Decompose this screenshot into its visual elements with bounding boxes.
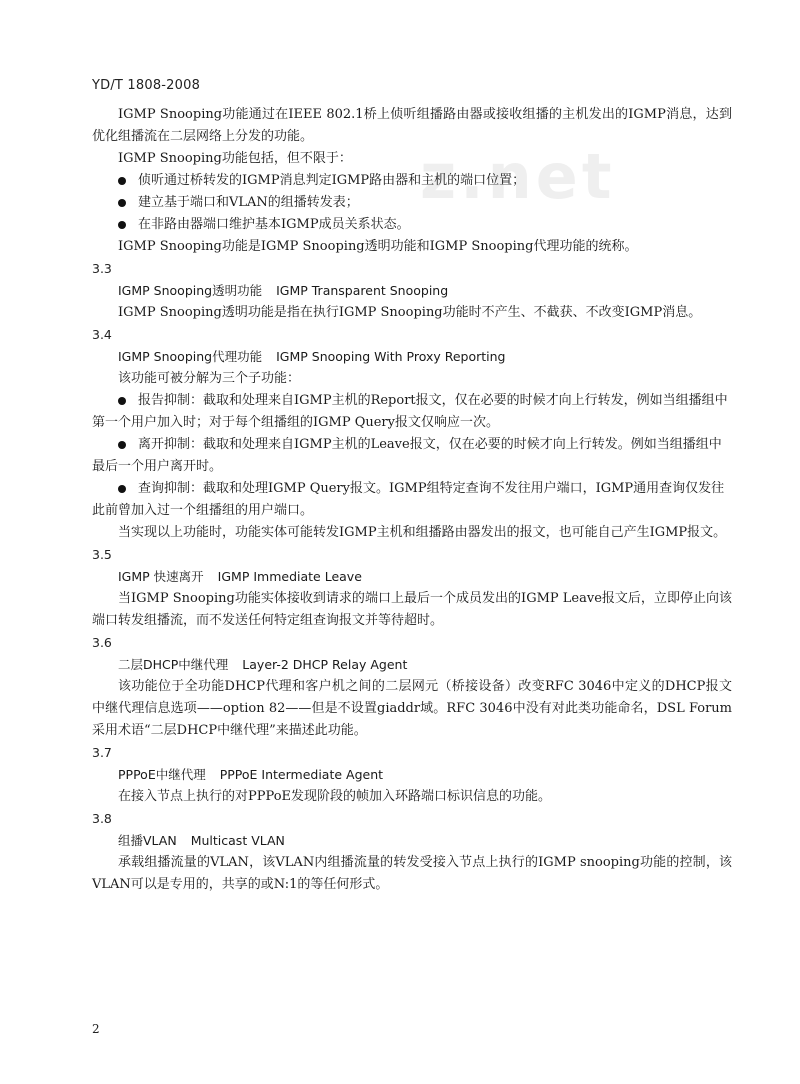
intro-bullet-item <box>92 170 732 192</box>
watermark-text: z.net <box>420 140 616 213</box>
section-body: 该功能可被分解为三个子功能： <box>118 371 301 386</box>
bullet-text: 侦听通过桥转发的IGMP消息判定IGMP路由器和主机的端口位置； <box>138 173 526 188</box>
section-number: 3.3 <box>92 261 112 276</box>
bullet-text: 建立基于端口和VLAN的组播转发表； <box>138 195 359 210</box>
section-number: 3.5 <box>92 547 112 562</box>
section-body: 该功能位于全功能DHCP代理和客户机之间的二层网元（桥接设备）改变RFC 3046中定义的DHCP报文中继代理信息选项——option 82——但是不设置giaddr域。RFC 3046中没有对此类功能命名，DSL Forum采用术语“二层DHCP中继代理”来描述此功能。 <box>92 679 732 738</box>
section-bullet-item <box>92 390 732 434</box>
section-number: 3.7 <box>92 745 112 760</box>
intro-paragraph-3: IGMP Snooping功能是IGMP Snooping透明功能和IGMP Snooping代理功能的统称。 <box>118 239 638 254</box>
term-english: IGMP Transparent Snooping <box>276 283 449 298</box>
term-english: Multicast VLAN <box>190 833 285 848</box>
bullet-text: 报告抑制：截取和处理来自IGMP主机的Report报文，仅在必要的时候才向上行转发，例如当组播组中第一个用户加入时；对于每个组播组的IGMP Query报文仅响应一次。 <box>92 393 728 430</box>
term-english: PPPoE Intermediate Agent <box>219 767 384 782</box>
bullet-text: 查询抑制：截取和处理IGMP Query报文。IGMP组特定查询不发往用户端口，IGMP通用查询仅发往此前曾加入过一个组播组的用户端口。 <box>92 481 725 518</box>
term-english: IGMP Snooping With Proxy Reporting <box>276 349 506 364</box>
term-chinese: IGMP Snooping代理功能 <box>118 349 263 364</box>
section-term <box>92 764 732 786</box>
term-english: Layer-2 DHCP Relay Agent <box>242 657 408 672</box>
intro-paragraph-2: IGMP Snooping功能包括，但不限于： <box>118 151 352 166</box>
section-number: 3.4 <box>92 327 112 342</box>
term-chinese: 二层DHCP中继代理 <box>118 657 229 672</box>
bullet-dot-icon <box>118 221 126 229</box>
section-term <box>92 566 732 588</box>
section-bullet-item <box>92 478 732 522</box>
bullet-text: 离开抑制：截取和处理来自IGMP主机的Leave报文，仅在必要的时候才向上行转发。例如当组播组中最后一个用户离开时。 <box>92 437 722 474</box>
term-english: IGMP Immediate Leave <box>217 569 362 584</box>
term-chinese: 组播VLAN <box>118 833 177 848</box>
section-bullet-item <box>92 434 732 478</box>
bullet-dot-icon <box>118 397 126 405</box>
section-body: IGMP Snooping透明功能是指在执行IGMP Snooping功能时不产生、不截获、不改变IGMP消息。 <box>118 305 702 320</box>
bullet-dot-icon <box>118 485 126 493</box>
section-body: 承载组播流量的VLAN，该VLAN内组播流量的转发受接入节点上执行的IGMP snooping功能的控制，该VLAN可以是专用的，共享的或N:1的等任何形式。 <box>92 855 732 892</box>
section-term <box>92 280 732 302</box>
section-number: 3.8 <box>92 811 112 826</box>
document-body <box>92 104 732 896</box>
section-term <box>92 654 732 676</box>
document-header-code: YD/T 1808-2008 <box>92 78 201 93</box>
bullet-dot-icon <box>118 199 126 207</box>
section-term <box>92 830 732 852</box>
bullet-dot-icon <box>118 441 126 449</box>
bullet-text: 在非路由器端口维护基本IGMP成员关系状态。 <box>138 217 410 232</box>
term-chinese: IGMP 快速离开 <box>118 569 204 584</box>
section-term <box>92 346 732 368</box>
section-body-tail: 当实现以上功能时，功能实体可能转发IGMP主机和组播路由器发出的报文，也可能自己产生IGMP报文。 <box>118 525 727 540</box>
page-number: 2 <box>92 1022 100 1036</box>
intro-bullet-item <box>92 192 732 214</box>
term-chinese: IGMP Snooping透明功能 <box>118 283 263 298</box>
intro-paragraph-1: IGMP Snooping功能通过在IEEE 802.1桥上侦听组播路由器或接收组播的主机发出的IGMP消息，达到优化组播流在二层网络上分发的功能。 <box>92 107 732 144</box>
term-chinese: PPPoE中继代理 <box>118 767 206 782</box>
section-body: 当IGMP Snooping功能实体接收到请求的端口上最后一个成员发出的IGMP Leave报文后，立即停止向该端口转发组播流，而不发送任何特定组查询报文并等待超时。 <box>92 591 732 628</box>
section-body: 在接入节点上执行的对PPPoE发现阶段的帧加入环路端口标识信息的功能。 <box>118 789 552 804</box>
intro-bullet-item <box>92 214 732 236</box>
section-number: 3.6 <box>92 635 112 650</box>
bullet-dot-icon <box>118 177 126 185</box>
